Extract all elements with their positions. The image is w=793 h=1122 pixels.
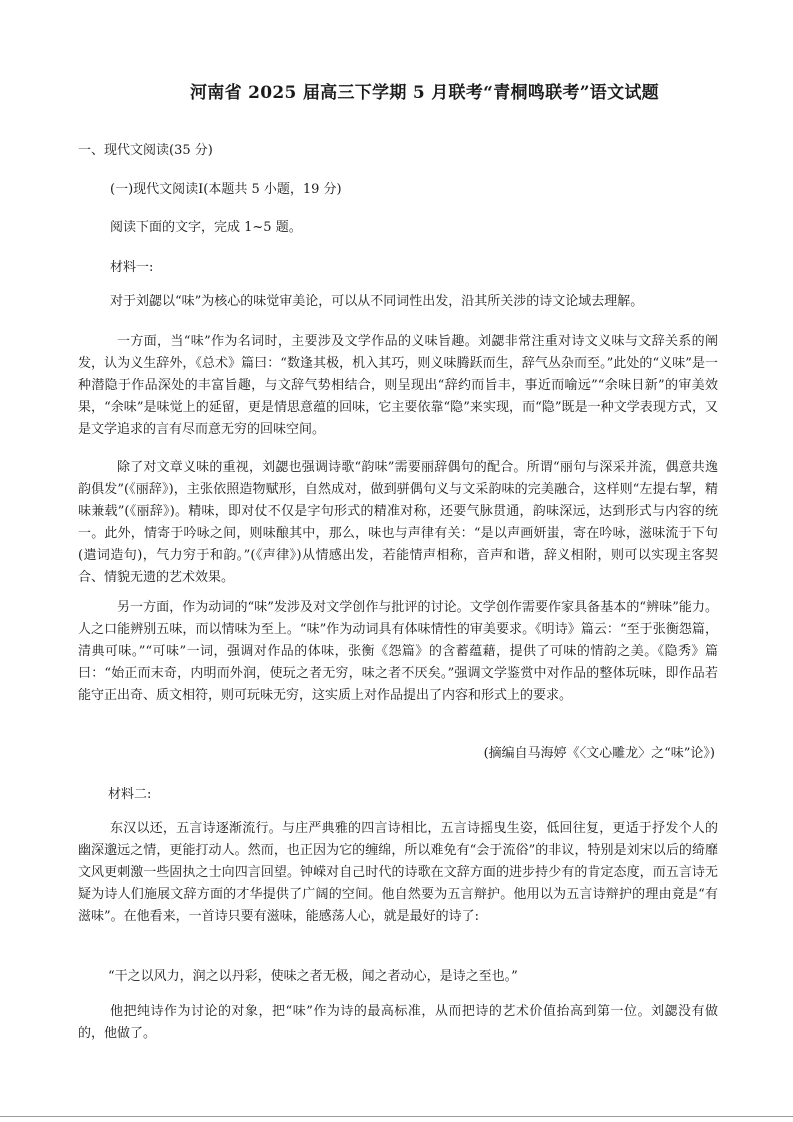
material-one-paragraph-3: 除了对文章义味的重视，刘勰也强调诗歌“韵味”需要丽辞偶句的配合。所谓“丽句与深采并流，偶意共逸韵俱发”(《丽辞》)，主张依照造物赋形，自然成对，做到骈偶句义与文采韵味的完美融合，这样则“左提右挈，精味兼载”(《丽辞》)。精味，即对仗不仅是字句形式的精准对称，还要气脉贯通，韵味深远，达到形式与内容的统一。此外，情寄于吟咏之间，则味酿其中，那么，味也与声律有关：“是以声画妍蚩，寄在吟咏，滋味流于下句(遣词造句)，气力穷于和韵。”(《声律》)从情感出发，若能情声相称，音声和谐，辞义相附，则可以实现主客契合、情貌无遗的艺术效果。 [78,460,718,585]
material-two-label: 材料二: [108,787,152,802]
material-one-label: 材料一: [110,260,154,275]
material-two-paragraph-1: 东汉以还，五言诗逐渐流行。与庄严典雅的四言诗相比，五言诗摇曳生姿，低回往复，更适于抒发个人的幽深邈远之情，更能打动人。然而，也正因为它的缠绵，所以难免有“会于流俗”的非议，特别是刘宋以后的绮靡文风更刺激一些固执之士向四言回望。钟嵘对自己时代的诗歌在文辞方面的进步持少有的肯定态度，而五言诗无疑为诗人们施展文辞方面的才华提供了广阔的空间。他自然要为五言辩护。他用以为五言诗辩护的理由竟是“有滋味”。在他看来，一首诗只要有滋味，能感荡人心，就是最好的诗了: [78,821,718,924]
material-one-paragraph-4: 另一方面，作为动词的“味”发涉及对文学创作与批评的讨论。文学创作需要作家具备基本的“辨味”能力。人之口能辨别五味，而以情味为至上。“味”作为动词具有体味情性的审美要求。《明诗》篇云：“至于张衡怨篇，清典可味。”“可味”一词，强调对作品的体味，张衡《怨篇》的含蓄蕴藉，提供了可味的情韵之美。《隐秀》篇曰：“始正而末奇，内明而外润，使玩之者无穷，味之者不厌矣。”强调文学鉴赏中对作品的整体玩味，即作品若能守正出奇、质文相符，则可玩味无穷，这实质上对作品提出了内容和形式上的要求。 [78,600,718,703]
material-two-paragraph-3: 他把纯诗作为讨论的对象，把“味”作为诗的最高标准，从而把诗的艺术价值抬高到第一位。刘勰没有做的，他做了。 [78,1004,718,1041]
document-title: 河南省 2025 届高三下学期 5 月联考“青桐鸣联考”语文试题 [190,83,659,103]
instruction-text: 阅读下面的文字，完成 1~5 题。 [110,220,302,235]
material-one-paragraph-1: 对于刘勰以“味”为核心的味觉审美论，可以从不同词性出发，沿其所关涉的诗文论域去理解。 [110,294,644,309]
material-two-quote: “干之以风力，润之以丹彩，使味之者无极，闻之者动心，是诗之至也。” [108,969,518,984]
material-one-source: (摘编自马海婷《〈文心雕龙〉之“味”论》) [483,746,715,761]
page-bottom-divider [0,1116,793,1117]
material-one-paragraph-2: 一方面，当“味”作为名词时，主要涉及文学作品的义味旨趣。刘勰非常注重对诗文义味与文辞关系的阐发，认为义生辞外，《总术》篇曰：“数逢其极，机入其巧，则义味腾跃而生，辞气丛杂而至。”此处的“义味”是一种潜隐于作品深处的丰富旨趣，与文辞气势相结合，则呈现出“辞约而旨丰，事近而喻远”“余味日新”的审美效果，“余味”是味觉上的延留，更是情思意蕴的回味，它主要依靠“隐”来实现，而“隐”既是一种文学表现方式，又是文学追求的言有尽而意无穷的回味空间。 [78,334,718,437]
subsection-heading: (一)现代文阅读Ⅰ(本题共 5 小题，19 分) [110,182,342,197]
section-heading: 一、现代文阅读(35 分) [78,143,213,158]
